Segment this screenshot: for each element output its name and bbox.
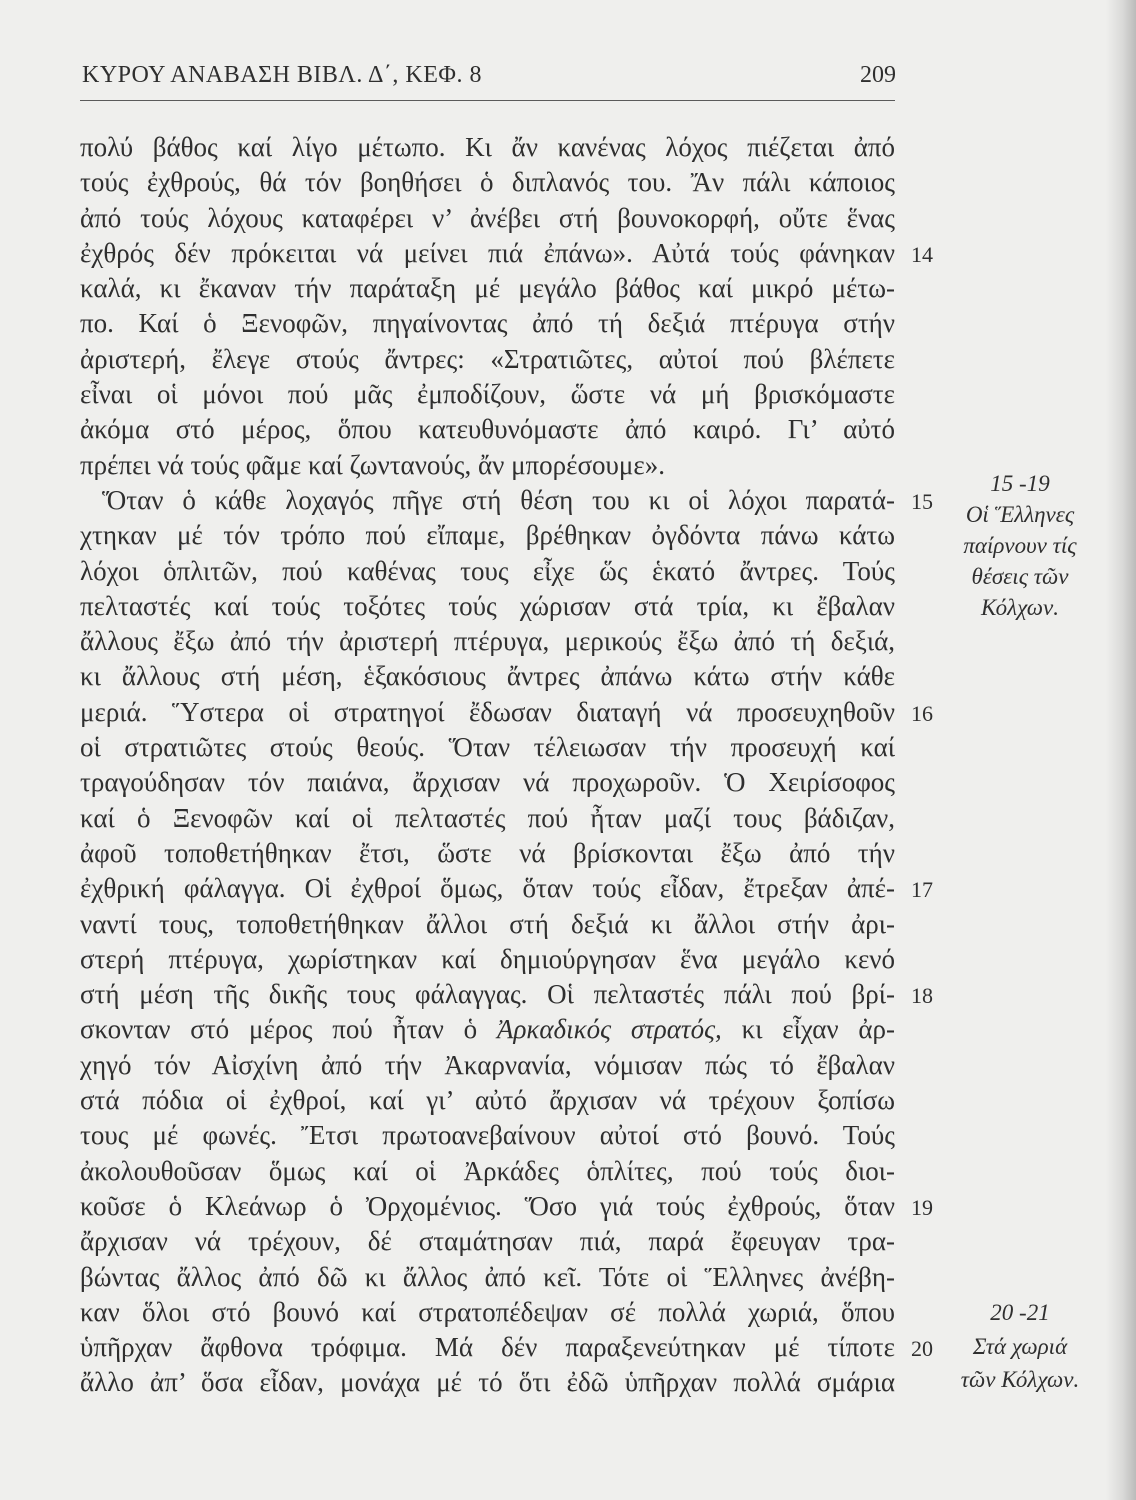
text-line: καί ὁ Ξενοφῶν καί οἱ πελταστές πού ἦταν μαζί τους βάδιζαν, [80, 802, 895, 833]
side-note [940, 468, 1100, 623]
text-line: ὑπῆρχαν ἄφθονα τρόφιμα. Μά δέν παραξενεύτηκαν μέ τίποτε [80, 1332, 895, 1363]
section-number: 16 [911, 701, 933, 726]
side-note-line: θέσεις τῶν [971, 564, 1069, 589]
section-number: 18 [911, 983, 933, 1008]
section-number: 19 [911, 1195, 933, 1220]
text-line: πολύ βάθος καί λίγο μέτωπο. Κι ἄν κανένας λόχος πιέζεται ἀπό [80, 132, 895, 162]
text-line: μεριά. Ὕστερα οἱ στρατηγοί ἔδωσαν διαταγή νά προσευχηθοῦν [80, 696, 895, 727]
text-line: ἄλλο ἀπ’ ὅσα εἶδαν, μονάχα μέ τό ὅτι ἐδῶ ὑπῆρχαν πολλά σμάρια [80, 1367, 895, 1398]
text-line: ἐχθρός δέν πρόκειται νά μείνει πιά ἐπάνω». Αὐτά τούς φάνηκαν [80, 237, 895, 268]
text-line: πελταστές καί τούς τοξότες τούς χώρισαν στά τρία, κι ἔβαλαν [80, 590, 895, 621]
text-line: χτηκαν μέ τόν τρόπο πού εἴπαμε, βρέθηκαν ὀγδόντα πάνω κάτω [80, 520, 895, 551]
body-text [80, 130, 895, 1401]
page-number: 209 [860, 62, 896, 88]
section-number: 17 [911, 877, 933, 902]
text-line: τούς ἐχθρούς, θά τόν βοηθήσει ὁ διπλανός του. Ἄν πάλι κάποιος [80, 167, 895, 198]
page-edge-shadow [1106, 0, 1136, 1500]
text-segment: κι εἶχαν ἀρ- [721, 1014, 895, 1045]
side-note-line: Κόλχων. [981, 595, 1059, 620]
side-note-line: Στά χωριά [972, 1333, 1068, 1359]
text-line: στή μέση τῆς δικῆς τους φάλαγγας. Οἱ πελταστές πάλι πού βρί- [80, 979, 895, 1010]
section-number: 14 [911, 242, 933, 267]
text-line-with-italic [80, 1012, 895, 1047]
text-segment: σκονταν στό μέρος πού ἦταν ὁ [80, 1014, 497, 1045]
section-number: 20 [911, 1336, 933, 1361]
header-rule [80, 100, 895, 101]
text-line: Ὅταν ὁ κάθε λοχαγός πῆγε στή θέση του κι οἱ λόχοι παρατά- [102, 484, 895, 515]
text-line: λόχοι ὁπλιτῶν, πού καθένας τους εἶχε ὥς ἑκατό ἄντρες. Τούς [80, 555, 895, 586]
text-line: ἄρχισαν νά τρέχουν, δέ σταμάτησαν πιά, παρά ἔφευγαν τρα- [80, 1226, 895, 1257]
text-line: καν ὅλοι στό βουνό καί στρατοπέδεψαν σέ πολλά χωριά, ὅπου [80, 1296, 895, 1327]
text-line: ἀκόμα στό μέρος, ὅπου κατευθυνόμαστε ἀπό καιρό. Γι’ αὐτό [80, 414, 895, 445]
text-line: εἶναι οἱ μόνοι πού μᾶς ἐμποδίζουν, ὥστε νά μή βρισκόμαστε [80, 379, 895, 410]
text-line: κοῦσε ὁ Κλεάνωρ ὁ Ὀρχομένιος. Ὅσο γιά τούς ἐχθρούς, ὅταν [80, 1190, 895, 1221]
text-line: στερή πτέρυγα, χωρίστηκαν καί δημιούργησαν ἕνα μεγάλο κενό [80, 943, 895, 974]
side-note-range: 20 -21 [990, 1300, 1050, 1325]
text-line: βώντας ἄλλος ἀπό δῶ κι ἄλλος ἀπό κεῖ. Τότε οἱ Ἕλληνες ἀνέβη- [80, 1261, 895, 1292]
text-line: ἀπό τούς λόχους καταφέρει ν’ ἀνέβει στή βουνοκορφή, οὔτε ἕνας [80, 202, 895, 233]
text-line: καλά, κι ἔκαναν τήν παράταξη μέ μεγάλο βάθος καί μικρό μέτω- [80, 273, 895, 304]
italic-phrase: Ἀρκαδικός στρατός, [496, 1014, 722, 1045]
text-line: ἄλλους ἔξω ἀπό τήν ἀριστερή πτέρυγα, μερικούς ἔξω ἀπό τή δεξιά, [80, 626, 895, 657]
text-line: ἀφοῦ τοποθετήθηκαν ἔτσι, ὥστε νά βρίσκονται ἔξω ἀπό τήν [80, 837, 895, 868]
side-note-line: παίρνουν τίς [963, 533, 1077, 558]
text-line: ἀριστερή, ἔλεγε στούς ἄντρες: «Στρατιῶτες, αὐτοί πού βλέπετε [80, 343, 895, 374]
text-line: ἀκολουθοῦσαν ὅμως καί οἱ Ἀρκάδες ὁπλίτες, πού τούς διοι- [80, 1155, 895, 1186]
section-number: 15 [911, 489, 933, 514]
text-line: οἱ στρατιῶτες στούς θεούς. Ὅταν τέλειωσαν τήν προσευχή καί [80, 732, 895, 763]
side-note-range: 15 -19 [990, 471, 1050, 496]
text-line: πο. Καί ὁ Ξενοφῶν, πηγαίνοντας ἀπό τή δεξιά πτέρυγα στήν [80, 308, 895, 339]
text-line: ναντί τους, τοποθετήθηκαν ἄλλοι στή δεξιά κι ἄλλοι στήν ἀρι- [80, 908, 895, 939]
text-line: χηγό τόν Αἰσχίνη ἀπό τήν Ἀκαρνανία, νόμισαν πώς τό ἔβαλαν [80, 1049, 895, 1080]
text-line: στά πόδια οἱ ἐχθροί, καί γι’ αὐτό ἄρχισαν νά τρέχουν ξοπίσω [80, 1085, 895, 1116]
text-line: ἐχθρική φάλαγγα. Οἱ ἐχθροί ὅμως, ὅταν τούς εἶδαν, ἔτρεξαν ἀπέ- [80, 873, 895, 904]
side-note-line: τῶν Κόλχων. [960, 1367, 1080, 1392]
text-line: κι ἄλλους στή μέση, ἑξακόσιους ἄντρες ἀπάνω κάτω στήν κάθε [80, 661, 895, 692]
running-head: ΚΥΡΟΥ ΑΝΑΒΑΣΗ ΒΙΒΛ. Δ΄, ΚΕΦ. 8 [82, 62, 482, 88]
side-note-line: Οἱ Ἕλληνες [965, 502, 1075, 527]
text-line: τραγούδησαν τόν παιάνα, ἄρχισαν νά προχωροῦν. Ὁ Χειρίσοφος [80, 767, 895, 798]
side-note [940, 1296, 1100, 1397]
text-line: πρέπει νά τούς φᾶμε καί ζωντανούς, ἄν μπορέσουμε». [80, 449, 665, 480]
text-line: τους μέ φωνές. Ἔτσι πρωτοανεβαίνουν αὐτοί στό βουνό. Τούς [80, 1120, 895, 1151]
